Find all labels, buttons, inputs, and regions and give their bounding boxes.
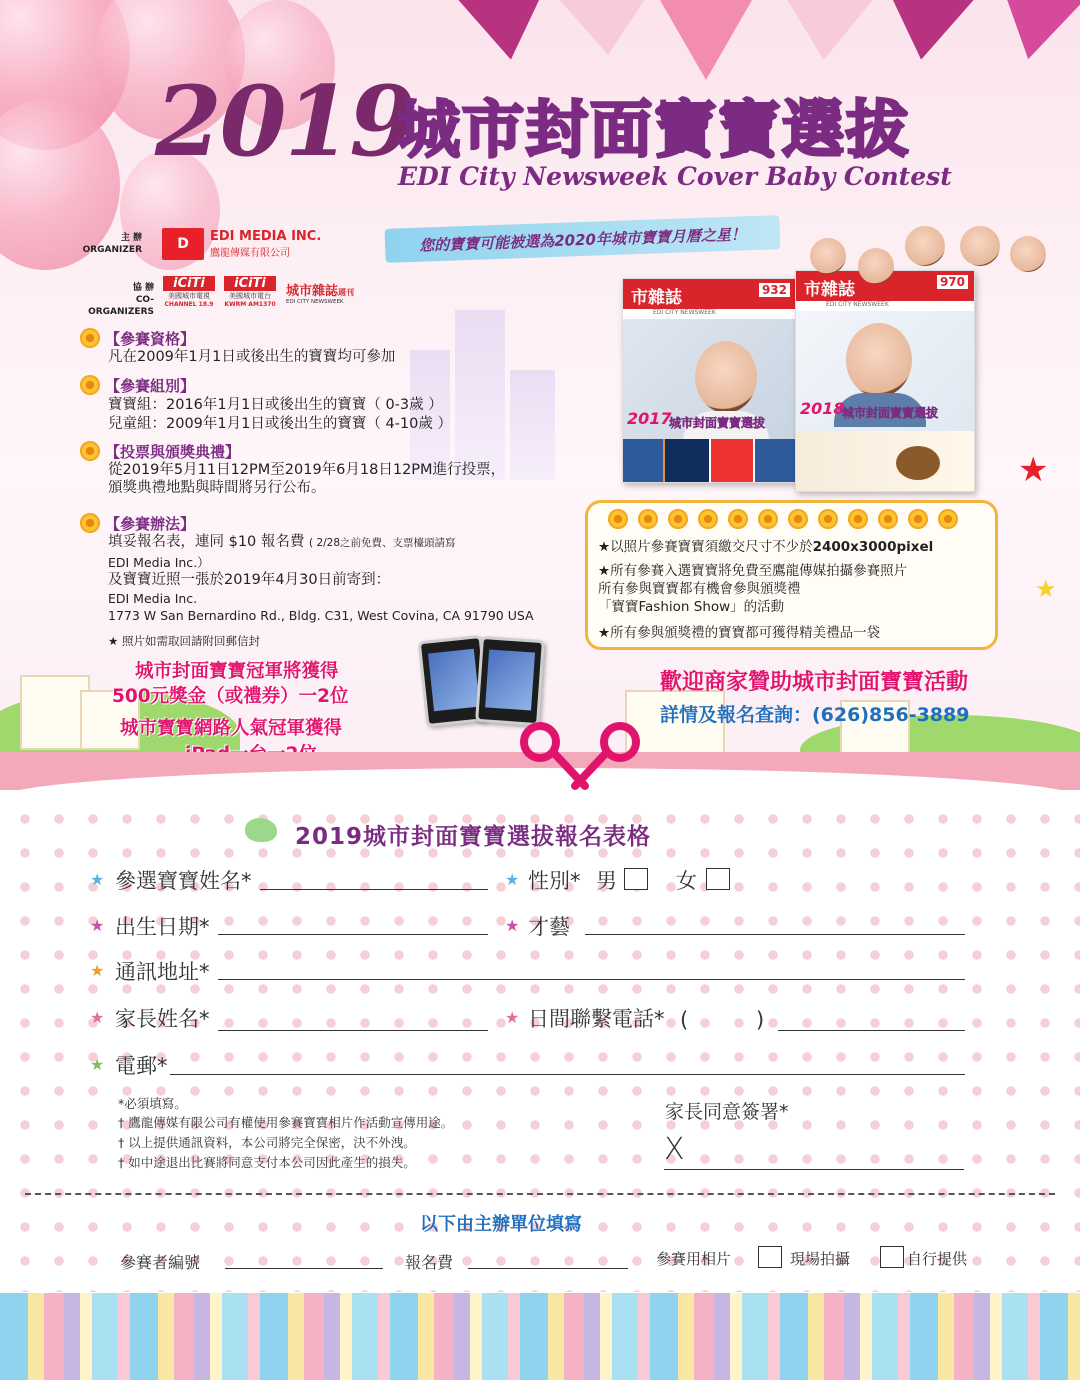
photo-size-requirement: ★以照片參賽寶寶須繳交尺寸不少於2400x3000pixel bbox=[598, 539, 934, 555]
flower-icon bbox=[80, 513, 100, 533]
section-eligibility-title: 【參賽資格】 bbox=[105, 330, 196, 348]
baby-name-field[interactable] bbox=[260, 889, 488, 890]
mailing-company: EDI Media Inc. bbox=[108, 591, 198, 606]
male-checkbox[interactable] bbox=[624, 868, 648, 890]
email-label: 電郵* bbox=[115, 1054, 168, 1078]
star-icon: ★ bbox=[505, 1008, 520, 1027]
pennant-decoration bbox=[983, 0, 1080, 69]
parent-name-label: 家長姓名* bbox=[115, 1007, 210, 1031]
fee-label: 報名費 bbox=[405, 1253, 454, 1272]
star-decoration: ★ bbox=[1035, 575, 1057, 603]
star-icon: ★ bbox=[90, 916, 105, 935]
area-code-close: ) bbox=[756, 1008, 765, 1032]
day-phone-label: 日間聯繫電話* bbox=[528, 1007, 665, 1031]
pennant-decoration bbox=[876, 0, 977, 66]
method-line-3: 及寶寶近照一張於2019年4月30日前寄到： bbox=[108, 572, 391, 588]
star-icon: ★ bbox=[90, 961, 105, 980]
city-newsweek-logo: 城市雜誌週刊 EDI CITY NEWSWEEK bbox=[286, 284, 355, 305]
cartoon-kid bbox=[960, 226, 1000, 266]
signature-mark: X bbox=[664, 1132, 685, 1167]
flower-icon bbox=[788, 509, 808, 529]
day-phone-field[interactable] bbox=[778, 1030, 965, 1031]
star-icon: ★ bbox=[90, 870, 105, 889]
entry-number-label: 參賽者編號 bbox=[120, 1253, 201, 1272]
ipad-image bbox=[475, 636, 545, 726]
talent-field[interactable] bbox=[585, 934, 965, 935]
ceremony-text: 頒獎典禮地點與時間將另行公布。 bbox=[108, 480, 326, 496]
star-icon: ★ bbox=[90, 1055, 105, 1074]
email-field[interactable] bbox=[170, 1074, 965, 1075]
pennant-decoration bbox=[778, 0, 874, 63]
cut-line bbox=[25, 1193, 1055, 1195]
office-use-title: 以下由主辦單位填寫 bbox=[420, 1214, 582, 1235]
form-title: 2019城市封面寶寶選拔報名表格 bbox=[295, 824, 652, 850]
female-checkbox[interactable] bbox=[706, 868, 730, 890]
organizer-label: 主 辦 ORGANIZER bbox=[82, 233, 142, 255]
fee-field[interactable] bbox=[468, 1268, 628, 1269]
castle-decoration bbox=[510, 370, 555, 480]
edi-media-logo: D bbox=[162, 228, 204, 260]
privacy-note: † 以上提供通訊資料，本公司將完全保密，決不外洩。 bbox=[118, 1135, 416, 1150]
onsite-photo-checkbox[interactable] bbox=[758, 1246, 782, 1268]
cartoon-kid bbox=[858, 248, 894, 284]
section-groups-title: 【參賽組別】 bbox=[105, 377, 196, 395]
photo-requirements-box bbox=[585, 500, 998, 650]
cartoon-kid bbox=[810, 238, 846, 274]
award-ceremony-info: 所有參與寶寶都有機會參與頒獎禮 bbox=[598, 581, 801, 597]
flower-icon bbox=[848, 509, 868, 529]
flower-icon bbox=[80, 375, 100, 395]
group-child-text: 兒童組：2009年1月1日或後出生的寶寶（ 4-10歲 ） bbox=[108, 416, 452, 432]
baby-name-label: 參選寶寶姓名* bbox=[115, 869, 252, 893]
flower-icon bbox=[818, 509, 838, 529]
prize-line-2: 500元獎金（或禮券）一2位 bbox=[112, 686, 349, 707]
co-organizers-label: 協 辦 CO-ORGANIZERS bbox=[88, 283, 154, 317]
bird-icon bbox=[245, 818, 277, 842]
voting-period-text: 從2019年5月11日12PM至2019年6月18日12PM進行投票， bbox=[108, 462, 506, 478]
contest-title-english: EDI City Newsweek Cover Baby Contest bbox=[398, 162, 952, 191]
prize-line-3: 城市寶寶網路人氣冠軍獲得 bbox=[120, 718, 343, 739]
withdrawal-note: † 如中途退出比賽將同意支付本公司因此產生的損失。 bbox=[118, 1155, 416, 1170]
icity-tv-logo: iCiTi 美國城市電視 CHANNEL 18.9 bbox=[164, 276, 214, 308]
organizer-name: EDI MEDIA INC. 鷹龍傳媒有限公司 bbox=[210, 229, 322, 259]
child-photo bbox=[846, 323, 912, 397]
male-label: 男 bbox=[596, 869, 617, 893]
parent-signature-label: 家長同意簽署* bbox=[665, 1101, 789, 1123]
photo-label: 參賽用相片 bbox=[656, 1250, 732, 1268]
contest-year: 2019 bbox=[155, 65, 415, 178]
parent-signature-field[interactable] bbox=[664, 1169, 964, 1170]
flower-icon bbox=[698, 509, 718, 529]
star-icon: ★ bbox=[505, 916, 520, 935]
mailing-address: 1773 W San Bernardino Rd., Bldg. C31, West Covina, CA 91790 USA bbox=[108, 608, 534, 623]
flower-icon bbox=[878, 509, 898, 529]
section-method-title: 【參賽辦法】 bbox=[105, 515, 196, 533]
address-field[interactable] bbox=[218, 979, 965, 980]
icity-radio-logo: iCiTi 美國城市電台 KWRM AM1370 bbox=[224, 276, 276, 308]
star-decoration: ★ bbox=[1018, 450, 1049, 490]
star-icon: ★ bbox=[90, 1008, 105, 1027]
method-line-2: EDI Media Inc.） bbox=[108, 555, 210, 570]
gift-bag-info: ★所有參與頒獎禮的寶寶都可獲得精美禮品一袋 bbox=[598, 625, 881, 641]
birthday-label: 出生日期* bbox=[115, 915, 210, 939]
magazine-cover-2017: 市雜誌 932 EDI CITY NEWSWEEK 2017 城市封面寶寶選拔 bbox=[622, 278, 797, 483]
method-line-1: 填妥報名表，連同 $10 報名費 ( 2/28之前免費、支票檯頭請寫 bbox=[108, 534, 456, 550]
entry-number-field[interactable] bbox=[225, 1268, 383, 1269]
castle-decoration bbox=[455, 310, 505, 480]
talent-label: 才藝 bbox=[528, 915, 570, 939]
female-label: 女 bbox=[676, 869, 697, 893]
required-note: *必須填寫。 bbox=[118, 1096, 187, 1111]
cartoon-kid bbox=[905, 226, 945, 266]
group-baby-text: 寶寶組：2016年1月1日或後出生的寶寶（ 0-3歲 ） bbox=[108, 397, 443, 413]
magazine-cover-2018: 市雜誌 970 EDI CITY NEWSWEEK 2018 城市封面寶寶選拔 bbox=[795, 270, 975, 492]
area-code-open: ( bbox=[680, 1008, 689, 1032]
flower-icon bbox=[608, 509, 628, 529]
prize-line-1: 城市封面寶寶冠軍將獲得 bbox=[135, 661, 339, 682]
contact-phone: 詳情及報名查詢：(626)856-3889 bbox=[660, 704, 970, 726]
pennant-decoration bbox=[456, 0, 557, 66]
parent-name-field[interactable] bbox=[218, 1030, 488, 1031]
flower-icon bbox=[80, 441, 100, 461]
flower-icon bbox=[80, 328, 100, 348]
gender-label: 性別* bbox=[528, 869, 581, 893]
pennant-decoration bbox=[660, 0, 752, 80]
sponsor-invitation: 歡迎商家贊助城市封面寶寶活動 bbox=[660, 670, 969, 695]
fashion-show-info: 「寶寶Fashion Show」的活動 bbox=[598, 599, 785, 615]
own-photo-label: 自行提供 bbox=[907, 1250, 968, 1268]
birthday-field[interactable] bbox=[218, 934, 488, 935]
flower-icon bbox=[938, 509, 958, 529]
cartoon-kid bbox=[1010, 236, 1046, 272]
star-icon: ★ bbox=[505, 870, 520, 889]
free-photo-shoot-info: ★所有參賽入選寶寶將免費至鷹龍傳媒拍攝參賽照片 bbox=[598, 563, 908, 579]
own-photo-checkbox[interactable] bbox=[880, 1246, 904, 1268]
pennant-decoration bbox=[558, 0, 654, 58]
flower-icon bbox=[908, 509, 928, 529]
striped-footer bbox=[0, 1293, 1080, 1380]
return-envelope-note: ★ 照片如需取回請附回郵信封 bbox=[108, 634, 260, 648]
calendar-banner: 您的寶寶可能被選為2020年城市寶寶月曆之星！ bbox=[385, 215, 781, 263]
eligibility-text: 凡在2009年1月1日或後出生的寶寶均可參加 bbox=[108, 349, 396, 365]
flower-icon bbox=[728, 509, 748, 529]
flower-icon bbox=[758, 509, 778, 529]
address-label: 通訊地址* bbox=[115, 960, 210, 984]
flower-icon bbox=[638, 509, 658, 529]
section-voting-title: 【投票與頒獎典禮】 bbox=[105, 443, 241, 461]
child-photo bbox=[695, 341, 757, 413]
scissors-icon bbox=[515, 720, 645, 790]
onsite-photo-label: 現場拍攝 bbox=[790, 1250, 851, 1268]
flower-icon bbox=[668, 509, 688, 529]
contest-title-chinese: 城市封面寶寶選拔 bbox=[398, 93, 911, 166]
photo-rights-note: † 鷹龍傳媒有限公司有權使用參賽寶寶相片作活動宣傳用途。 bbox=[118, 1115, 454, 1130]
